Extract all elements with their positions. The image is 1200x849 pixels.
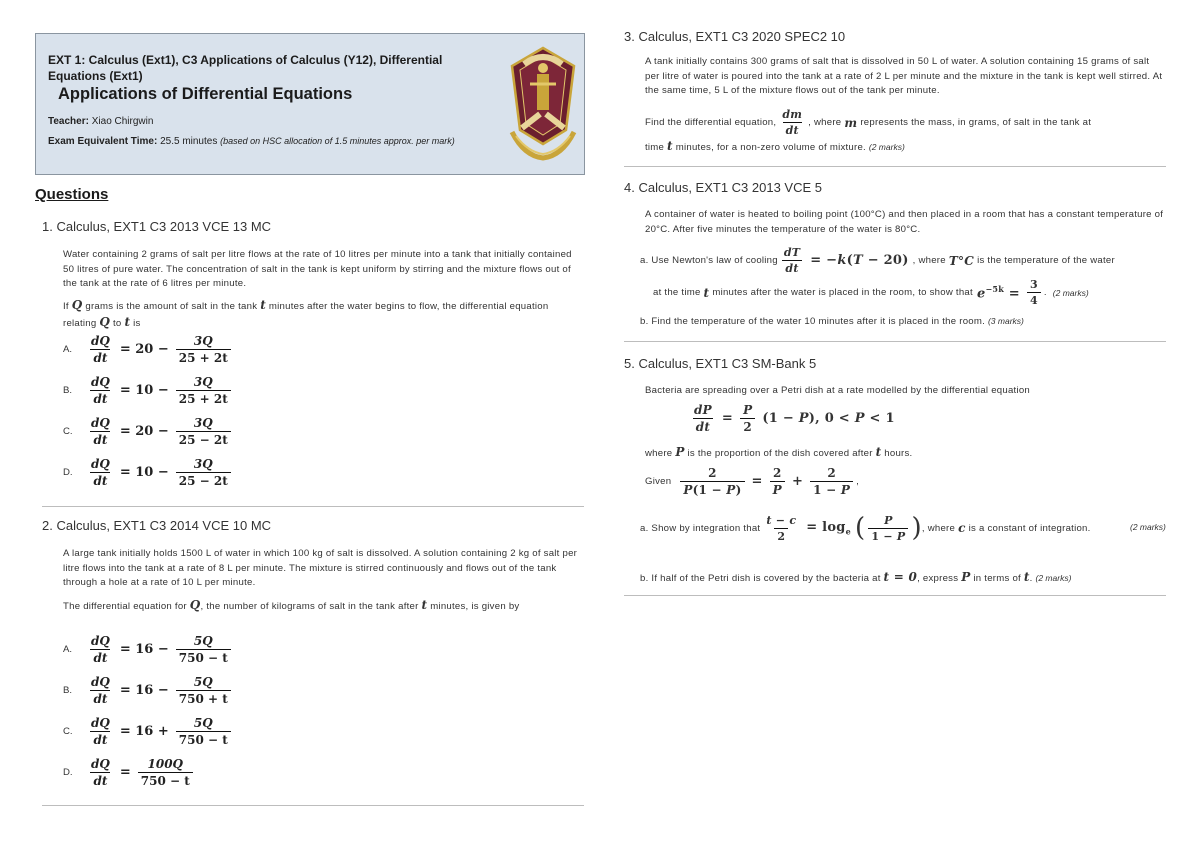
question-5-part-b-text: in terms of [973,573,1021,584]
section-heading-questions: Questions [35,186,109,203]
question-5-part-b: b. If half of the Petri dish is covered by the bacteria at t = 0, express P in terms of t. (2 marks) [640,570,1072,584]
question-4-part-a-text: at the time [653,287,701,298]
option-numerator: 3Q [193,375,213,389]
math-dt: dt [693,418,713,434]
option-denominator: 750 − t [176,731,231,747]
course-title: EXT 1: Calculus (Ext1), C3 Applications of Calculus (Y12), Differential Equations (Ext1) [48,53,443,83]
exam-time-label: Exam Equivalent Time: [48,136,158,147]
question-2-prompt-text: minutes, is given by [430,601,520,612]
question-2-option-d[interactable] [63,757,196,788]
question-1-option-d[interactable] [63,457,234,488]
math-two: 2 [774,528,788,543]
option-numerator: 3Q [193,334,213,348]
option-lhs-numerator: dQ [91,757,110,771]
exam-time-line [48,135,468,148]
option-label: B. [63,685,73,696]
question-3-find-text: , where [808,117,842,128]
option-numerator: 100Q [147,757,184,771]
math-plus: + [791,474,804,489]
option-denominator: 25 − 2t [176,431,231,447]
option-lhs-denominator: dt [90,690,110,706]
math-two: 2 [708,466,717,480]
question-5-text: Given [645,476,672,487]
math-four: 4 [1027,292,1041,307]
option-constant: = 16 + [119,724,169,739]
option-lhs-denominator: dt [90,731,110,747]
divider [42,805,584,806]
option-label: B. [63,385,73,396]
question-2-option-b[interactable] [63,675,234,706]
math-t: t [260,298,266,312]
question-1-prompt-text: to [113,317,122,329]
option-denominator: 750 − t [176,649,231,665]
option-label: C. [63,426,73,437]
question-1-option-a[interactable] [63,334,234,365]
math-dt-upper: dT [783,246,801,259]
math-one-minus-p: 1 − P [868,528,908,543]
option-denominator: 25 + 2t [176,349,231,365]
option-lhs-denominator: dt [90,649,110,665]
question-5-part-a-text: a. Show by integration that [640,522,761,534]
question-5-given-line: Given $\frac{2}{P(1 - P)}$ = $\frac{2}{P}$ + $\frac{2}{1 - P}$ , [645,466,860,497]
math-log: = $\log_e$ [806,519,851,537]
option-label: A. [63,644,73,655]
question-1-prompt-text: minutes after the water begins to flow, the differential equation relating [63,301,549,329]
question-5-part-a [640,513,1091,543]
question-5-text: is the proportion of the dish covered after [687,448,873,459]
math-three: 3 [1029,278,1038,291]
question-3-source: Calculus, EXT1 C3 2020 SPEC2 10 [638,29,846,44]
divider [624,595,1166,596]
marks-label: (2 marks) [1130,522,1166,532]
option-numerator: 3Q [193,416,213,430]
teacher-line [48,116,153,127]
school-crest-logo [504,44,582,164]
math-equals: = [751,474,763,489]
question-5-text: where [645,448,673,459]
math-q: Q [99,314,111,329]
option-lhs-numerator: dQ [91,634,110,648]
question-5-number: 5. [624,356,635,371]
divider [42,506,584,507]
question-2-prompt-text: The differential equation for [63,601,187,612]
math-t: t [667,139,673,153]
question-4-body: A container of water is heated to boiling point (100°C) and then placed in a room that has a constant temperature of 20°C. After five minutes the temperature of the water is 80°C. [645,209,1164,235]
divider [624,166,1166,167]
question-3-find-text: represents the mass, in grams, of salt in the tank at [860,117,1092,128]
math-two: 2 [827,466,836,480]
option-denominator: 750 − t [138,772,193,788]
question-4-part-a [640,246,1115,275]
question-4-part-a-text: minutes after the water is placed in the room, to show that [712,287,973,298]
question-5-title [624,356,816,371]
question-4-part-b-text: b. Find the temperature of the water 10 minutes after it is placed in the room. [640,316,986,327]
math-t: t [875,445,882,459]
exam-time-value: 25.5 minutes [160,136,218,147]
question-5-part-a-marks [1130,522,1166,533]
worksheet-header [35,33,585,175]
question-1-prompt-text: is [133,317,141,329]
option-lhs-numerator: dQ [91,457,110,471]
question-4-part-a-text: , where [912,255,946,266]
question-4-part-b [640,316,1024,327]
question-5-part-a-text: is a constant of integration. [968,522,1091,534]
question-5-equation [688,403,899,434]
option-constant: = 10 − [119,383,169,398]
question-1-prompt [63,298,583,331]
option-denominator: 25 + 2t [176,390,231,406]
question-3-body: A tank initially contains 300 grams of salt that is dissolved in 50 L of water. A solution containing 15 grams of salt per litre of water is poured into the tank at a rate of 2 L per minute and the mixture in the tank is kept well stirred. At the same time, 5 L of the mixture flows out of the tank per minute. [645,56,1163,96]
option-lhs-numerator: dQ [91,375,110,389]
math-two: 2 [740,418,755,434]
question-3-find-line [645,108,1091,137]
question-1-title [42,219,271,234]
math-t: t [1023,570,1030,584]
question-4-part-a-line-2: at the time t minutes after the water is placed in the room, to show that $e^{-5k}$ = $\frac{3}{4}$ . (2 marks) [653,278,1089,307]
option-lhs-denominator: dt [90,472,110,488]
question-4-title [624,180,822,195]
math-m: m [844,115,858,130]
question-2-option-a[interactable] [63,634,234,665]
question-3-find-text: Find the differential equation, [645,117,777,128]
question-3-number: 3. [624,29,635,44]
question-4-source: Calculus, EXT1 C3 2013 VCE 5 [638,180,823,195]
math-partial-den: P(1 − P) [680,481,744,497]
math-q: Q [71,298,83,312]
question-3-find-text: time [645,142,665,153]
question-1-number: 1. [42,219,53,234]
question-5-intro: Bacteria are spreading over a Petri dish at a rate modelled by the differential equation [645,385,1031,396]
math-equals: = [721,411,734,426]
option-numerator: 5Q [193,634,213,648]
question-3-find-text: minutes, for a non-zero volume of mixture. [675,142,866,153]
question-5-source: Calculus, EXT1 C3 SM-Bank 5 [638,356,817,371]
option-label: D. [63,467,73,478]
option-numerator: 3Q [193,457,213,471]
option-lhs-denominator: dt [90,349,110,365]
question-5-part-b-text: , express [917,573,959,584]
question-5-where-line [645,445,912,459]
math-exp: $e^{-5k}$ = [976,283,1020,302]
math-c: c [958,521,966,535]
math-p: P [743,403,753,417]
question-5-part-a-text: , where [921,522,956,534]
option-lhs-denominator: dt [90,772,110,788]
math-dm: dm [782,108,803,121]
math-p: P [884,513,893,527]
math-q: Q [189,598,201,612]
option-lhs-numerator: dQ [91,334,110,348]
option-denominator: 25 − 2t [176,472,231,488]
question-5-part-b-text: b. If half of the Petri dish is covered by the bacteria at [640,573,881,584]
option-lhs-numerator: dQ [91,716,110,730]
question-4-number: 4. [624,180,635,195]
option-label: D. [63,767,73,778]
question-2-option-c[interactable] [63,716,234,747]
option-label: A. [63,344,73,355]
marks-label: (3 marks) [987,316,1024,326]
marks-label: (2 marks) [1035,573,1072,583]
question-1-prompt-text: grams is the amount of salt in the tank [85,301,258,312]
math-newton-rhs: = −k(T − 20) [810,253,909,268]
question-3-title [624,29,845,44]
question-4-part-a-text: a. Use Newton's law of cooling [640,255,778,266]
question-2-source: Calculus, EXT1 C3 2014 VCE 10 MC [56,518,272,533]
option-constant: = 16 − [119,683,169,698]
divider [624,341,1166,342]
option-constant: = [119,765,131,780]
question-1-body: Water containing 2 grams of salt per litre flows at the rate of 10 litres per minute into a tank that initially contained 50 litres of pure water. The concentration of salt in the tank is kept uniform by stirring and the mixture flows out of the tank at the rate of 6 litres per minute. [63,249,572,289]
question-1-source: Calculus, EXT1 C3 2013 VCE 13 MC [56,219,272,234]
question-2-number: 2. [42,518,53,533]
option-numerator: 5Q [193,716,213,730]
teacher-name: Xiao Chirgwin [91,116,154,127]
math-t-minus-c: t − c [766,513,797,527]
math-p: P [770,481,785,497]
option-lhs-numerator: dQ [91,675,110,689]
math-t: t [124,314,131,329]
question-1-option-b[interactable] [63,375,234,406]
question-5-text: hours. [884,448,913,459]
math-two: 2 [772,466,782,480]
math-p: P [675,445,685,459]
option-numerator: 5Q [193,675,213,689]
worksheet-title: Applications of Differential Equations [58,85,353,103]
math-t: t [421,598,428,612]
math-dt: dt [782,260,801,275]
option-lhs-denominator: dt [90,390,110,406]
question-2-body: A large tank initially holds 1500 L of water in which 100 kg of salt is dissolved. A solution containing 2 kg of salt per litre flows into the tank at a rate of 8 L per minute. The mixture is stirred continuously and flows out of the tank through a hole at a rate of 10 L per minute. [63,548,578,588]
math-paren-open: ( [854,513,866,543]
math-dp: dP [694,403,712,417]
math-t: t [703,285,710,300]
option-denominator: 750 + t [176,690,231,706]
question-1-option-c[interactable] [63,416,234,447]
option-constant: = 20 − [119,424,169,439]
question-2-title [42,518,271,533]
option-constant: = 20 − [119,342,169,357]
question-3-find-line-2 [645,139,905,153]
question-2-prompt [63,598,583,615]
question-1-prompt-text: If [63,301,69,312]
option-constant: = 10 − [119,465,169,480]
option-label: C. [63,726,73,737]
marks-label: (2 marks) [868,142,905,152]
math-logistic-rhs: (1 − P), 0 < P < 1 [762,411,895,426]
math-one-minus-p: 1 − P [810,481,853,497]
math-temperature: T°C [948,253,975,268]
math-t-equals-zero: t = 0 [883,570,918,584]
option-lhs-numerator: dQ [91,416,110,430]
question-2-prompt-text: , the number of kilograms of salt in the tank after [200,601,419,612]
math-dt: dt [783,122,802,137]
marks-label: (2 marks) [1052,287,1089,298]
exam-time-note: (based on HSC allocation of 1.5 minutes approx. per mark) [220,136,455,146]
question-4-part-a-text: is the temperature of the water [977,255,1115,266]
math-p: P [961,570,971,584]
option-constant: = 16 − [119,642,169,657]
option-lhs-denominator: dt [90,431,110,447]
math-paren-close: ) [911,513,922,543]
teacher-label: Teacher: [48,116,89,127]
